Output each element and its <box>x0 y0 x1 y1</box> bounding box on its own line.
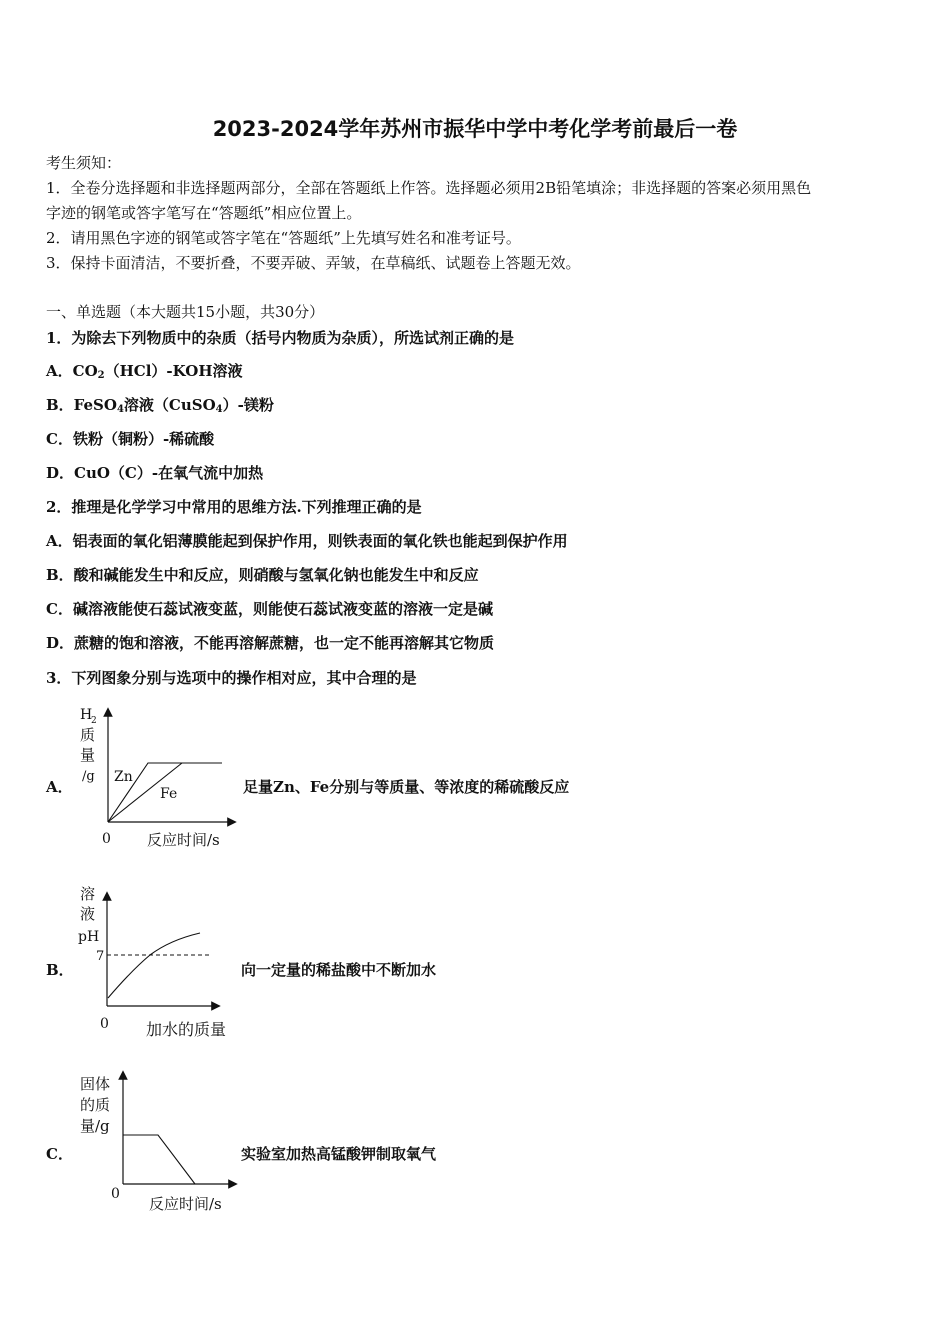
q1-option-b: B．FeSO$_4$溶液（CuSO$_4$）-镁粉 <box>46 396 274 415</box>
q3-option-b-text: 向一定量的稀盐酸中不断加水 <box>241 961 437 979</box>
q3-stem: 3．下列图象分别与选项中的操作相对应，其中合理的是 <box>46 669 417 687</box>
graph-a-h2-mass-vs-time <box>70 700 240 855</box>
graph-b-origin: 0 <box>100 1016 109 1032</box>
q2-option-b: B．酸和碱能发生中和反应，则硝酸与氢氧化钠也能发生中和反应 <box>46 566 479 584</box>
q1-stem: 1．为除去下列物质中的杂质（括号内物质为杂质），所选试剂正确的是 <box>46 329 514 347</box>
graph-a-y-label-h: H <box>80 707 93 723</box>
q1-option-d: D．CuO（C）-在氧气流中加热 <box>46 464 264 482</box>
graph-b-y-label-2: 液 <box>80 905 96 923</box>
graph-a-fe-label: Fe <box>160 786 178 802</box>
graph-c-origin: 0 <box>111 1186 120 1202</box>
q3-option-a-text: 足量Zn、Fe分别与等质量、等浓度的稀硫酸反应 <box>243 778 570 796</box>
q1-option-a: A．$CO_2(HCl)$-KOH溶液 <box>46 362 243 381</box>
graph-c-x-label: 反应时间/s <box>149 1195 222 1213</box>
graph-a-zn-label: Zn <box>114 769 133 785</box>
section-heading: 一、单选题（本大题共15小题，共30分） <box>46 303 325 321</box>
notice-item-1-cont: 字迹的钢笔或答字笔写在“答题纸”相应位置上。 <box>46 204 362 222</box>
graph-c-y-label-1: 固体 <box>80 1075 111 1093</box>
graph-c-y-label-3: 量/g <box>80 1117 110 1135</box>
graph-a-y-label-1: 质 <box>80 726 96 744</box>
graph-b-ph-vs-water <box>70 880 250 1045</box>
notice-heading: 考生须知： <box>46 154 122 172</box>
q1-option-c: C．铁粉（铜粉）-稀硫酸 <box>46 430 215 448</box>
graph-b-y-label-3: pH <box>78 929 100 945</box>
notice-item-1: 1．全卷分选择题和非选择题两部分，全部在答题纸上作答。选择题必须用2B铅笔填涂；非选择题的答案必须用黑色 <box>46 179 812 197</box>
q2-stem: 2．推理是化学学习中常用的思维方法.下列推理正确的是 <box>46 498 422 516</box>
q2-option-c: C．碱溶液能使石蕊试液变蓝，则能使石蕊试液变蓝的溶液一定是碱 <box>46 600 493 618</box>
graph-b-tick-7: 7 <box>96 949 105 964</box>
q3-option-b-label: B． <box>46 961 74 979</box>
q2-option-a: A．铝表面的氧化铝薄膜能起到保护作用，则铁表面的氧化铁也能起到保护作用 <box>46 532 568 550</box>
graph-b-y-label-1: 溶 <box>80 885 96 903</box>
q3-option-c-text: 实验室加热高锰酸钾制取氧气 <box>241 1145 437 1163</box>
graph-a-y-label-sub: 2 <box>91 716 97 726</box>
q2-option-d: D．蔗糖的饱和溶液，不能再溶解蔗糖，也一定不能再溶解其它物质 <box>46 634 495 652</box>
graph-b-x-label: 加水的质量 <box>146 1020 227 1039</box>
graph-a-y-label-2: 量 <box>80 746 96 764</box>
graph-c-y-label-2: 的质 <box>80 1096 111 1114</box>
graph-a-y-unit: /g <box>82 769 95 784</box>
notice-item-2: 2．请用黑色字迹的钢笔或答字笔在“答题纸”上先填写姓名和准考证号。 <box>46 229 521 247</box>
graph-a-x-label: 反应时间/s <box>147 831 220 849</box>
graph-c-solid-mass-vs-time <box>70 1065 250 1225</box>
page-title: 2023-2024学年苏州市振华中学中考化学考前最后一卷 <box>212 117 738 141</box>
q3-option-c-label: C． <box>46 1145 73 1163</box>
notice-item-3: 3．保持卡面清洁，不要折叠，不要弄破、弄皱，在草稿纸、试题卷上答题无效。 <box>46 254 581 272</box>
q3-option-a-label: A． <box>46 778 73 796</box>
graph-a-origin: 0 <box>102 831 111 847</box>
graph-b-curve <box>108 933 200 998</box>
graph-c-line <box>123 1135 195 1184</box>
